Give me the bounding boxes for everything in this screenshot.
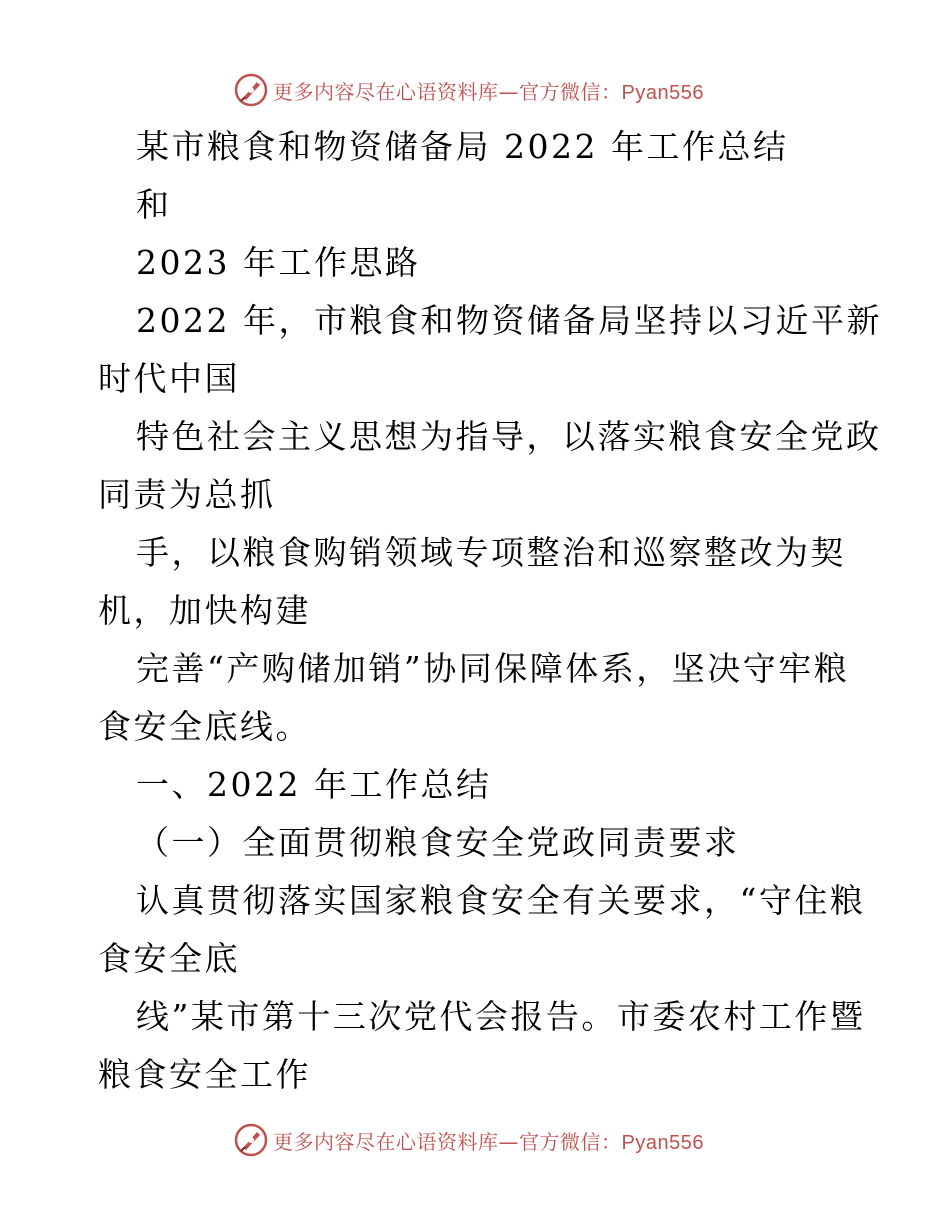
header-banner-separator: — — [498, 79, 519, 104]
document-body — [98, 118, 882, 1104]
document-line: 同责为总抓 — [98, 475, 276, 514]
footer-watermark-banner — [233, 1120, 753, 1160]
quill-logo-icon — [233, 1122, 269, 1158]
document-line: 时代中国 — [98, 359, 240, 398]
document-line: 2023 年工作思路 — [136, 243, 421, 282]
document-line: 食安全底线。 — [98, 707, 311, 746]
document-line: 粮食安全工作 — [98, 1055, 311, 1094]
document-line: 机，加快构建 — [98, 591, 311, 630]
footer-banner-contact: 官方微信： — [519, 1129, 622, 1154]
header-banner-text — [273, 76, 704, 105]
footer-banner-text — [273, 1126, 704, 1155]
document-line: 认真贯彻落实国家粮食安全有关要求，“守住粮 — [136, 881, 866, 920]
footer-banner-handle: Pyan556 — [621, 1131, 704, 1154]
header-watermark-banner — [233, 70, 753, 110]
document-line: 线”某市第十三次党代会报告。市委农村工作暨 — [136, 997, 866, 1036]
document-line: 和 — [136, 185, 172, 224]
document-line: （一）全面贯彻粮食安全党政同责要求 — [136, 823, 740, 862]
quill-logo-icon — [233, 72, 269, 108]
document-line: 一、2022 年工作总结 — [136, 765, 492, 804]
document-line: 完善“产购储加销”协同保障体系，坚决守牢粮 — [136, 649, 850, 688]
document-line: 2022 年，市粮食和物资储备局坚持以习近平新 — [136, 301, 882, 340]
document-line: 特色社会主义思想为指导，以落实粮食安全党政 — [136, 417, 882, 456]
document-line: 手，以粮食购销领域专项整治和巡察整改为契 — [136, 533, 846, 572]
document-line: 食安全底 — [98, 939, 240, 978]
footer-banner-separator: — — [498, 1129, 519, 1154]
document-line: 某市粮食和物资储备局 2022 年工作总结 — [136, 127, 789, 166]
footer-banner-main: 更多内容尽在心语资料库 — [273, 1129, 499, 1154]
header-banner-main: 更多内容尽在心语资料库 — [273, 79, 499, 104]
header-banner-handle: Pyan556 — [621, 81, 704, 104]
header-banner-contact: 官方微信： — [519, 79, 622, 104]
